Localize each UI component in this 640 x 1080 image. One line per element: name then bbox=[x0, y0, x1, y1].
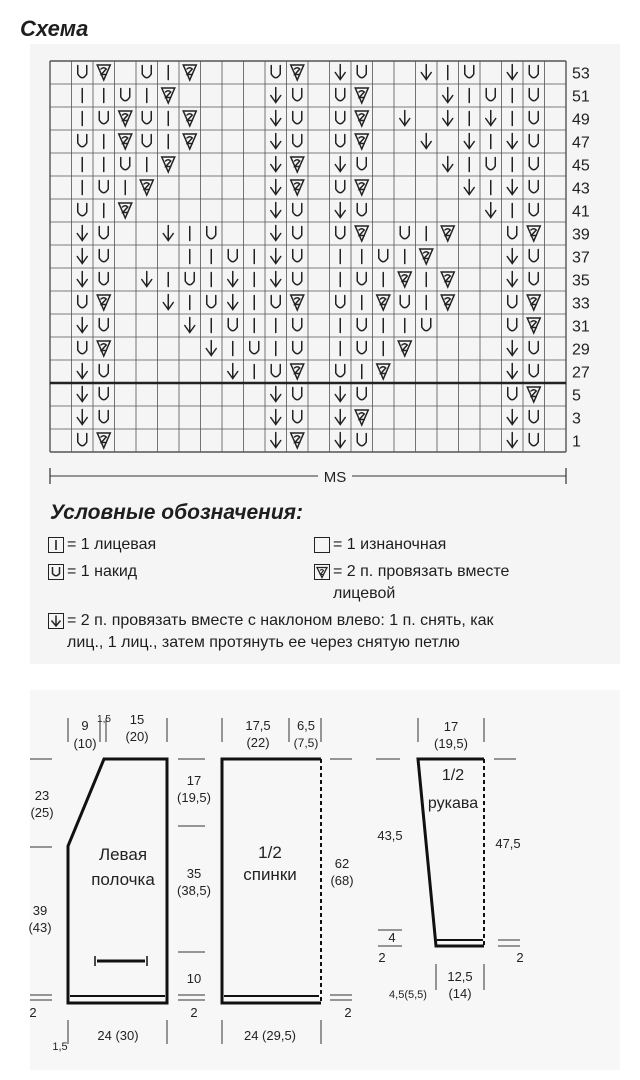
k2tog-stitch-icon bbox=[119, 203, 132, 218]
yarn-over-stitch-icon bbox=[142, 135, 151, 147]
ssk-stitch-icon bbox=[507, 364, 517, 379]
back-hem: 2 bbox=[344, 1005, 352, 1020]
ssk-stitch-icon bbox=[507, 65, 517, 80]
yarn-over-stitch-icon bbox=[99, 250, 108, 262]
row-number: 45 bbox=[572, 157, 590, 175]
k2tog-stitch-icon bbox=[377, 364, 390, 379]
yarn-over-stitch-icon bbox=[293, 411, 302, 423]
lf-right-2a: 35 bbox=[186, 866, 202, 881]
ssk-stitch-icon bbox=[507, 410, 517, 425]
k2tog-stitch-icon bbox=[441, 272, 454, 287]
row-number: 53 bbox=[572, 65, 590, 83]
ssk-stitch-icon bbox=[77, 249, 87, 264]
yarn-over-stitch-icon bbox=[185, 273, 194, 285]
row-number: 31 bbox=[572, 318, 590, 336]
yarn-over-stitch-icon bbox=[78, 434, 87, 446]
yarn-over-stitch-icon bbox=[293, 250, 302, 262]
sleeve-label-2: рукава bbox=[427, 795, 479, 812]
ssk-stitch-icon bbox=[335, 433, 345, 448]
legend-item-k2tog bbox=[314, 561, 509, 605]
k2tog-stitch-icon bbox=[398, 272, 411, 287]
yarn-over-stitch-icon bbox=[121, 158, 130, 170]
yarn-over-stitch-icon bbox=[529, 89, 538, 101]
ssk-stitch-icon bbox=[335, 65, 345, 80]
yarn-over-stitch-icon bbox=[207, 227, 216, 239]
lf-bottom-left: 1,5 bbox=[52, 1041, 68, 1053]
legend-item-purl bbox=[314, 534, 446, 556]
k2tog-stitch-icon bbox=[140, 180, 153, 195]
legend-text: = 1 лицевая bbox=[67, 536, 157, 553]
k2tog-stitch-icon bbox=[355, 134, 368, 149]
chart-title: Схема bbox=[20, 16, 89, 41]
k2tog-symbol-icon bbox=[314, 564, 330, 580]
ssk-stitch-icon bbox=[443, 111, 453, 126]
ssk-stitch-icon bbox=[271, 387, 281, 402]
sleeve-left-hem: 2 bbox=[378, 950, 386, 965]
yarn-over-stitch-icon bbox=[293, 227, 302, 239]
row-number: 5 bbox=[572, 387, 581, 405]
k2tog-stitch-icon bbox=[527, 226, 540, 241]
back-top-2a: 6,5 bbox=[296, 718, 316, 733]
k2tog-stitch-icon bbox=[97, 295, 110, 310]
yarn-over-stitch-icon bbox=[508, 296, 517, 308]
k2tog-stitch-icon bbox=[291, 295, 304, 310]
ssk-stitch-icon bbox=[228, 295, 238, 310]
yarn-over-stitch-icon bbox=[293, 112, 302, 124]
purl-symbol-icon bbox=[314, 537, 330, 553]
yarn-over-stitch-icon bbox=[293, 89, 302, 101]
sleeve-label-1: 1/2 bbox=[441, 767, 465, 784]
yarn-over-stitch-icon bbox=[529, 158, 538, 170]
knit-symbol-icon bbox=[48, 537, 64, 553]
ssk-stitch-icon bbox=[77, 387, 87, 402]
yarn-over-stitch-icon bbox=[529, 204, 538, 216]
back-top-1b: (22) bbox=[246, 735, 270, 750]
back-label-1: 1/2 bbox=[258, 843, 282, 862]
lf-top-3b: (20) bbox=[125, 729, 149, 744]
k2tog-stitch-icon bbox=[441, 295, 454, 310]
row-number: 1 bbox=[572, 433, 581, 451]
sleeve-left: 43,5 bbox=[377, 828, 403, 843]
k2tog-stitch-icon bbox=[183, 134, 196, 149]
back-label-2: спинки bbox=[243, 865, 297, 884]
k2tog-stitch-icon bbox=[420, 249, 433, 264]
k2tog-stitch-icon bbox=[355, 410, 368, 425]
yarn-over-stitch-icon bbox=[121, 89, 130, 101]
yarn-over-stitch-icon bbox=[228, 250, 237, 262]
yarn-over-stitch-icon bbox=[99, 319, 108, 331]
left-front-label-1: Левая bbox=[98, 845, 148, 864]
yarn-over-stitch-icon bbox=[400, 296, 409, 308]
row-number: 51 bbox=[572, 88, 590, 106]
ssk-stitch-icon bbox=[421, 134, 431, 149]
row-number: 29 bbox=[572, 341, 590, 359]
ssk-stitch-icon bbox=[443, 88, 453, 103]
lf-top-1b: (10) bbox=[73, 736, 97, 751]
sleeve-top-a: 17 bbox=[443, 719, 459, 734]
ssk-stitch-icon bbox=[271, 410, 281, 425]
yarn-over-stitch-icon bbox=[78, 135, 87, 147]
row-number: 35 bbox=[572, 272, 590, 290]
k2tog-stitch-icon bbox=[355, 226, 368, 241]
yarn-over-stitch-icon bbox=[486, 89, 495, 101]
ssk-stitch-icon bbox=[507, 180, 517, 195]
sleeve-bottom-a: 12,5 bbox=[447, 969, 473, 984]
legend-text: = 2 п. провязать вместе с наклоном влево: 1 п. снять, как лиц., 1 лиц., затем протянуть ее через снятую петлю bbox=[67, 612, 494, 651]
ssk-stitch-icon bbox=[77, 410, 87, 425]
yarn-over-stitch-icon bbox=[336, 296, 345, 308]
yarn-over-stitch-icon bbox=[529, 365, 538, 377]
row-number: 3 bbox=[572, 410, 581, 428]
yarn-over-stitch-icon bbox=[357, 342, 366, 354]
yarn-over-stitch-icon bbox=[508, 319, 517, 331]
yarn-over-stitch-icon bbox=[271, 66, 280, 78]
yarn-over-stitch-icon bbox=[293, 388, 302, 400]
yarn-over-stitch-icon bbox=[99, 388, 108, 400]
repeat-label: MS bbox=[323, 469, 347, 486]
yarn-over-symbol-icon bbox=[48, 564, 64, 580]
yarn-over-stitch-icon bbox=[336, 89, 345, 101]
yarn-over-stitch-icon bbox=[357, 158, 366, 170]
yarn-over-stitch-icon bbox=[465, 66, 474, 78]
ssk-symbol-icon bbox=[48, 613, 64, 629]
ssk-stitch-icon bbox=[206, 341, 216, 356]
k2tog-stitch-icon bbox=[183, 111, 196, 126]
lf-left-1b: (25) bbox=[30, 805, 54, 820]
ssk-stitch-icon bbox=[163, 226, 173, 241]
k2tog-stitch-icon bbox=[355, 111, 368, 126]
yarn-over-stitch-icon bbox=[529, 411, 538, 423]
k2tog-stitch-icon bbox=[97, 65, 110, 80]
ssk-stitch-icon bbox=[486, 203, 496, 218]
ssk-stitch-icon bbox=[271, 88, 281, 103]
yarn-over-stitch-icon bbox=[379, 250, 388, 262]
yarn-over-stitch-icon bbox=[357, 434, 366, 446]
sleeve-right: 47,5 bbox=[495, 836, 521, 851]
yarn-over-stitch-icon bbox=[228, 319, 237, 331]
k2tog-stitch-icon bbox=[291, 180, 304, 195]
back-top-1a: 17,5 bbox=[245, 718, 271, 733]
k2tog-stitch-icon bbox=[291, 433, 304, 448]
row-number: 39 bbox=[572, 226, 590, 244]
yarn-over-stitch-icon bbox=[357, 388, 366, 400]
ssk-stitch-icon bbox=[335, 157, 345, 172]
k2tog-stitch-icon bbox=[183, 65, 196, 80]
ssk-stitch-icon bbox=[507, 341, 517, 356]
ssk-stitch-icon bbox=[335, 387, 345, 402]
ssk-stitch-icon bbox=[335, 203, 345, 218]
ssk-stitch-icon bbox=[400, 111, 410, 126]
ssk-stitch-icon bbox=[335, 410, 345, 425]
yarn-over-stitch-icon bbox=[357, 66, 366, 78]
row-number: 33 bbox=[572, 295, 590, 313]
k2tog-stitch-icon bbox=[291, 157, 304, 172]
yarn-over-stitch-icon bbox=[508, 227, 517, 239]
sleeve-top-b: (19,5) bbox=[434, 736, 468, 751]
lf-top-1a: 9 bbox=[81, 718, 89, 733]
k2tog-stitch-icon bbox=[527, 387, 540, 402]
yarn-over-stitch-icon bbox=[529, 342, 538, 354]
lf-bottom: 24 (30) bbox=[97, 1028, 139, 1043]
yarn-over-stitch-icon bbox=[293, 342, 302, 354]
k2tog-stitch-icon bbox=[355, 180, 368, 195]
legend-text: = 1 накид bbox=[67, 563, 138, 580]
k2tog-stitch-icon bbox=[355, 88, 368, 103]
yarn-over-stitch-icon bbox=[529, 250, 538, 262]
yarn-over-stitch-icon bbox=[336, 181, 345, 193]
k2tog-stitch-icon bbox=[291, 364, 304, 379]
yarn-over-stitch-icon bbox=[293, 273, 302, 285]
yarn-over-stitch-icon bbox=[529, 434, 538, 446]
ssk-stitch-icon bbox=[77, 272, 87, 287]
yarn-over-stitch-icon bbox=[271, 296, 280, 308]
yarn-over-stitch-icon bbox=[99, 227, 108, 239]
ssk-stitch-icon bbox=[507, 134, 517, 149]
lf-left-1a: 23 bbox=[34, 788, 50, 803]
lf-top-2: 1,5 bbox=[97, 714, 111, 725]
ssk-stitch-icon bbox=[271, 272, 281, 287]
yarn-over-stitch-icon bbox=[99, 112, 108, 124]
legend-item-yarn-over bbox=[48, 561, 137, 583]
yarn-over-stitch-icon bbox=[357, 204, 366, 216]
yarn-over-stitch-icon bbox=[293, 204, 302, 216]
k2tog-stitch-icon bbox=[291, 65, 304, 80]
yarn-over-stitch-icon bbox=[336, 227, 345, 239]
yarn-over-stitch-icon bbox=[250, 342, 259, 354]
yarn-over-stitch-icon bbox=[78, 204, 87, 216]
yarn-over-stitch-icon bbox=[271, 365, 280, 377]
ssk-stitch-icon bbox=[271, 433, 281, 448]
yarn-over-stitch-icon bbox=[99, 411, 108, 423]
ssk-stitch-icon bbox=[185, 318, 195, 333]
yarn-over-stitch-icon bbox=[529, 66, 538, 78]
yarn-over-stitch-icon bbox=[78, 296, 87, 308]
yarn-over-stitch-icon bbox=[400, 227, 409, 239]
k2tog-stitch-icon bbox=[398, 341, 411, 356]
ssk-stitch-icon bbox=[443, 157, 453, 172]
k2tog-stitch-icon bbox=[527, 318, 540, 333]
yarn-over-stitch-icon bbox=[293, 135, 302, 147]
ssk-stitch-icon bbox=[228, 272, 238, 287]
row-number: 43 bbox=[572, 180, 590, 198]
left-front-label-2: полочка bbox=[91, 870, 155, 889]
yarn-over-stitch-icon bbox=[422, 319, 431, 331]
ssk-stitch-icon bbox=[228, 364, 238, 379]
back-right-a: 62 bbox=[334, 856, 350, 871]
stitch-chart bbox=[0, 0, 640, 500]
yarn-over-stitch-icon bbox=[293, 319, 302, 331]
row-number: 27 bbox=[572, 364, 590, 382]
yarn-over-stitch-icon bbox=[142, 112, 151, 124]
yarn-over-stitch-icon bbox=[529, 181, 538, 193]
yarn-over-stitch-icon bbox=[357, 273, 366, 285]
k2tog-stitch-icon bbox=[162, 88, 175, 103]
ssk-stitch-icon bbox=[271, 180, 281, 195]
k2tog-stitch-icon bbox=[162, 157, 175, 172]
legend-text: = 2 п. провязать вместе лицевой bbox=[333, 563, 510, 602]
k2tog-stitch-icon bbox=[377, 295, 390, 310]
yarn-over-stitch-icon bbox=[529, 135, 538, 147]
ssk-stitch-icon bbox=[142, 272, 152, 287]
yarn-over-stitch-icon bbox=[336, 365, 345, 377]
k2tog-stitch-icon bbox=[97, 341, 110, 356]
ssk-stitch-icon bbox=[271, 203, 281, 218]
lf-right-3: 10 bbox=[186, 971, 202, 986]
ssk-stitch-icon bbox=[486, 111, 496, 126]
sleeve-right-hem: 2 bbox=[516, 950, 524, 965]
legend-title: Условные обозначения: bbox=[50, 501, 304, 524]
row-number: 41 bbox=[572, 203, 590, 221]
ssk-stitch-icon bbox=[271, 226, 281, 241]
ssk-stitch-icon bbox=[507, 433, 517, 448]
yarn-over-stitch-icon bbox=[207, 296, 216, 308]
yarn-over-stitch-icon bbox=[99, 273, 108, 285]
left-front-piece bbox=[28, 712, 211, 1053]
row-number: 37 bbox=[572, 249, 590, 267]
ssk-stitch-icon bbox=[163, 295, 173, 310]
ssk-stitch-icon bbox=[77, 226, 87, 241]
k2tog-stitch-icon bbox=[97, 433, 110, 448]
ssk-stitch-icon bbox=[507, 272, 517, 287]
yarn-over-stitch-icon bbox=[357, 319, 366, 331]
yarn-over-stitch-icon bbox=[336, 112, 345, 124]
k2tog-stitch-icon bbox=[441, 226, 454, 241]
ssk-stitch-icon bbox=[507, 249, 517, 264]
lf-hem-right: 2 bbox=[190, 1005, 198, 1020]
sleeve-bottom-left: 4,5(5,5) bbox=[389, 989, 427, 1001]
ssk-stitch-icon bbox=[271, 157, 281, 172]
lf-right-2b: (38,5) bbox=[177, 883, 211, 898]
ssk-stitch-icon bbox=[464, 134, 474, 149]
yarn-over-stitch-icon bbox=[99, 365, 108, 377]
sleeve-bottom-b: (14) bbox=[448, 986, 472, 1001]
lf-left-2b: (43) bbox=[28, 920, 52, 935]
yarn-over-stitch-icon bbox=[78, 66, 87, 78]
yarn-over-stitch-icon bbox=[142, 66, 151, 78]
yarn-over-stitch-icon bbox=[508, 388, 517, 400]
ssk-stitch-icon bbox=[77, 318, 87, 333]
back-bottom: 24 (29,5) bbox=[243, 1028, 297, 1043]
ssk-stitch-icon bbox=[271, 134, 281, 149]
yarn-over-stitch-icon bbox=[78, 342, 87, 354]
yarn-over-stitch-icon bbox=[486, 158, 495, 170]
lf-left-2a: 39 bbox=[32, 903, 48, 918]
back-top-2b: (7,5) bbox=[293, 736, 319, 750]
lf-right-1a: 17 bbox=[186, 773, 202, 788]
k2tog-stitch-icon bbox=[527, 295, 540, 310]
yarn-over-stitch-icon bbox=[529, 112, 538, 124]
ssk-stitch-icon bbox=[271, 249, 281, 264]
yarn-over-stitch-icon bbox=[99, 181, 108, 193]
lf-top-3a: 15 bbox=[129, 712, 145, 727]
ssk-stitch-icon bbox=[421, 65, 431, 80]
ssk-stitch-icon bbox=[464, 180, 474, 195]
sleeve-left-low: 4 bbox=[388, 930, 396, 945]
sleeve-piece bbox=[376, 718, 524, 1001]
ssk-stitch-icon bbox=[77, 364, 87, 379]
legend-item-knit bbox=[48, 534, 156, 556]
yarn-over-stitch-icon bbox=[529, 273, 538, 285]
legend-item-ssk bbox=[48, 610, 493, 654]
k2tog-stitch-icon bbox=[119, 111, 132, 126]
back-right-b: (68) bbox=[330, 873, 354, 888]
row-number: 49 bbox=[572, 111, 590, 129]
lf-right-1b: (19,5) bbox=[177, 790, 211, 805]
row-number: 47 bbox=[572, 134, 590, 152]
k2tog-stitch-icon bbox=[119, 134, 132, 149]
back-piece bbox=[222, 718, 354, 1044]
legend-text: = 1 изнаночная bbox=[333, 536, 447, 553]
yarn-over-stitch-icon bbox=[336, 135, 345, 147]
lf-hem-left: 2 bbox=[29, 1005, 37, 1020]
ssk-stitch-icon bbox=[271, 111, 281, 126]
garment-schematic bbox=[0, 680, 640, 1080]
